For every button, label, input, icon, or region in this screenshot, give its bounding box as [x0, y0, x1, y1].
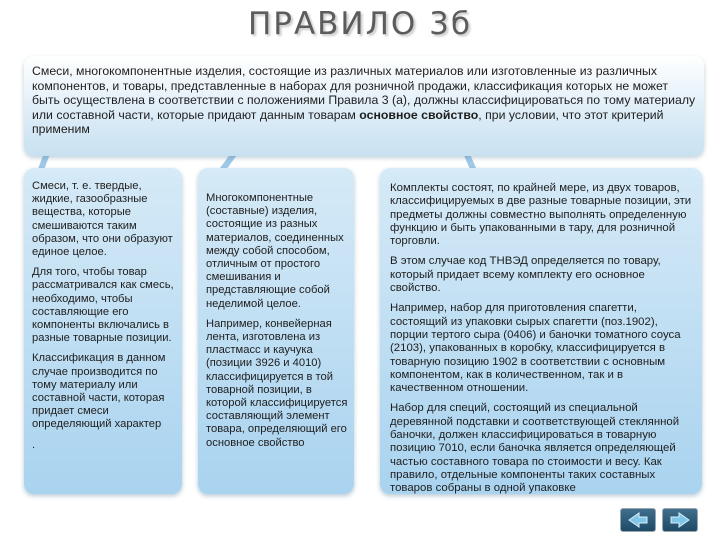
mixtures-classification: Классификация в данном случае производится по тому материалу или составной части, которая придает смеси определяющий характер: [32, 352, 166, 431]
next-slide-button[interactable]: [662, 508, 698, 532]
composite-definition: Многокомпонентные (составные) изделия, состоящие из разных материалов, соединенных между собой способом, отличным от простого смешивания и представляющие собой неделимой целое.: [206, 192, 344, 310]
sets-box: [380, 168, 702, 494]
mixtures-condition: Для того, чтобы товар рассматривался как смесь, необходимо, чтобы составляющие его компоненты включались в разные товарные позиции.: [32, 266, 174, 345]
mixtures-definition: Смеси, т. е. твердые, жидкие, газообразные вещества, которые смешиваются таким образом, что они образуют единое целое.: [32, 180, 173, 259]
sets-code-rule: В этом случае код ТНВЭД определяется по товару, который придает всему комплекту его основное свойство.: [390, 255, 661, 295]
mixtures-end-mark: .: [32, 438, 36, 451]
composite-goods-box: [198, 168, 354, 494]
rule-text-start: Смеси, многокомпонентные изделия, состоящие из различных материалов или изготовленные из различных компонентов, и товары, представленные в наборах для розничной продажи, классификация которых не может быть осуществлена в соответствии с положениями Правила 3 (а), должны классифицироваться по тому материалу или составной части, которые придают данным товарам: [32, 64, 696, 122]
slide-title: ПРАВИЛО 3б: [247, 6, 473, 42]
sets-example-spaghetti: Например, набор для приготовления спагетти, состоящий из упаковки сырых спагетти (поз.1902), порции тертого сыра (0406) и баночки томатного соуса (2103), упакованных в коробку, классифицируется в товарную позицию 1902 в соответствии с основным компонентом, как в количественном, так и в качественном отношении.: [390, 302, 681, 395]
arrow-left-icon: [627, 512, 649, 528]
sets-definition: Комплекты состоят, по крайней мере, из двух товаров, классифицируемых в две разные товарные позиции, эти предметы должны совместно выполнять определенную функцию и быть упакованными в тару, для розничной торговли.: [390, 182, 692, 248]
composite-example: Например, конвейерная лента, изготовлена из пластмасс и каучука (позиции 3926 и 4010) классифицируется в той товарной позиции, в которой классифицируется составляющий элемент товара, определяющий его основное свойство: [206, 317, 348, 449]
sets-example-spices: Набор для специй, состоящий из специальной деревянной подставки и соответствующей стеклянной баночки, должен классифицироваться в товарную позицию 7010, если баночка является определяющей частью составного товара по стоимости и весу. Как правило, отдельные компоненты таких составных товаров собраны в одной упаковке: [390, 402, 680, 495]
rule-text-end: , при условии, что этот критерий применим: [32, 107, 664, 136]
mixtures-box: [24, 168, 182, 494]
rule-key-term: основное свойство: [359, 107, 479, 122]
rule-definition-box: [24, 56, 704, 156]
arrow-right-icon: [669, 512, 691, 528]
previous-slide-button[interactable]: [620, 508, 656, 532]
